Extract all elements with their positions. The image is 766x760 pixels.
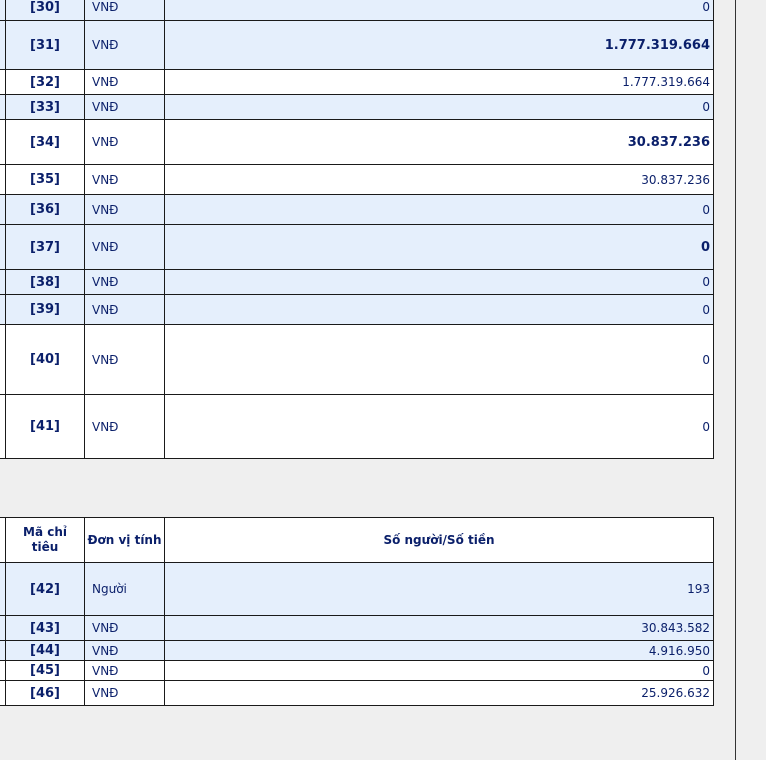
unit-cell: VNĐ xyxy=(85,165,165,195)
unit-cell: VNĐ xyxy=(85,0,165,21)
table-row xyxy=(0,616,714,641)
table-row xyxy=(0,0,714,21)
indicator-code: [38] xyxy=(6,270,85,295)
unit-cell: VNĐ xyxy=(85,295,165,325)
indicator-code: [42] xyxy=(6,563,85,616)
table-row xyxy=(0,563,714,616)
table-row xyxy=(0,661,714,681)
unit-cell: VNĐ xyxy=(85,395,165,459)
unit-cell: VNĐ xyxy=(85,195,165,225)
table-row xyxy=(0,395,714,459)
indicator-code: [43] xyxy=(6,616,85,641)
indicator-code: [44] xyxy=(6,641,85,661)
table-row xyxy=(0,641,714,661)
table-row xyxy=(0,270,714,295)
value-cell: 0 xyxy=(165,195,714,225)
header-unit: Đơn vị tính xyxy=(85,518,165,563)
unit-cell: VNĐ xyxy=(85,661,165,681)
unit-cell: VNĐ xyxy=(85,120,165,165)
table-row xyxy=(0,120,714,165)
value-cell: 0 xyxy=(165,661,714,681)
indicator-code: [40] xyxy=(6,325,85,395)
table-row xyxy=(0,21,714,70)
unit-cell: VNĐ xyxy=(85,21,165,70)
value-cell: 30.837.236 xyxy=(165,165,714,195)
value-cell: 0 xyxy=(165,325,714,395)
table-row xyxy=(0,325,714,395)
unit-cell: VNĐ xyxy=(85,325,165,395)
value-cell: 0 xyxy=(165,0,714,21)
indicator-code: [30] xyxy=(6,0,85,21)
indicator-code: [32] xyxy=(6,70,85,95)
unit-cell: VNĐ xyxy=(85,616,165,641)
unit-cell: VNĐ xyxy=(85,641,165,661)
indicator-table-2 xyxy=(0,517,714,706)
table-row xyxy=(0,195,714,225)
unit-cell: Người xyxy=(85,563,165,616)
table-header-row xyxy=(0,518,714,563)
unit-cell: VNĐ xyxy=(85,225,165,270)
indicator-code: [33] xyxy=(6,95,85,120)
indicator-code: [31] xyxy=(6,21,85,70)
table-row xyxy=(0,95,714,120)
indicator-code: [46] xyxy=(6,681,85,706)
indicator-code: [36] xyxy=(6,195,85,225)
indicator-code: [39] xyxy=(6,295,85,325)
value-cell: 0 xyxy=(165,225,714,270)
table-row xyxy=(0,225,714,270)
indicator-code: [41] xyxy=(6,395,85,459)
value-cell: 30.837.236 xyxy=(165,120,714,165)
header-code: Mã chỉ tiêu xyxy=(6,518,85,563)
value-cell: 0 xyxy=(165,270,714,295)
value-cell: 1.777.319.664 xyxy=(165,21,714,70)
indicator-code: [45] xyxy=(6,661,85,681)
table-row xyxy=(0,165,714,195)
table-row xyxy=(0,295,714,325)
unit-cell: VNĐ xyxy=(85,681,165,706)
value-cell: 30.843.582 xyxy=(165,616,714,641)
table-row xyxy=(0,681,714,706)
value-cell: 25.926.632 xyxy=(165,681,714,706)
value-cell: 0 xyxy=(165,395,714,459)
value-cell: 0 xyxy=(165,95,714,120)
value-cell: 1.777.319.664 xyxy=(165,70,714,95)
value-cell: 4.916.950 xyxy=(165,641,714,661)
indicator-code: [35] xyxy=(6,165,85,195)
unit-cell: VNĐ xyxy=(85,270,165,295)
right-border-line xyxy=(735,0,736,760)
header-value: Số người/Số tiền xyxy=(165,518,714,563)
value-cell: 193 xyxy=(165,563,714,616)
indicator-code: [34] xyxy=(6,120,85,165)
value-cell: 0 xyxy=(165,295,714,325)
unit-cell: VNĐ xyxy=(85,95,165,120)
table-row xyxy=(0,70,714,95)
unit-cell: VNĐ xyxy=(85,70,165,95)
indicator-code: [37] xyxy=(6,225,85,270)
